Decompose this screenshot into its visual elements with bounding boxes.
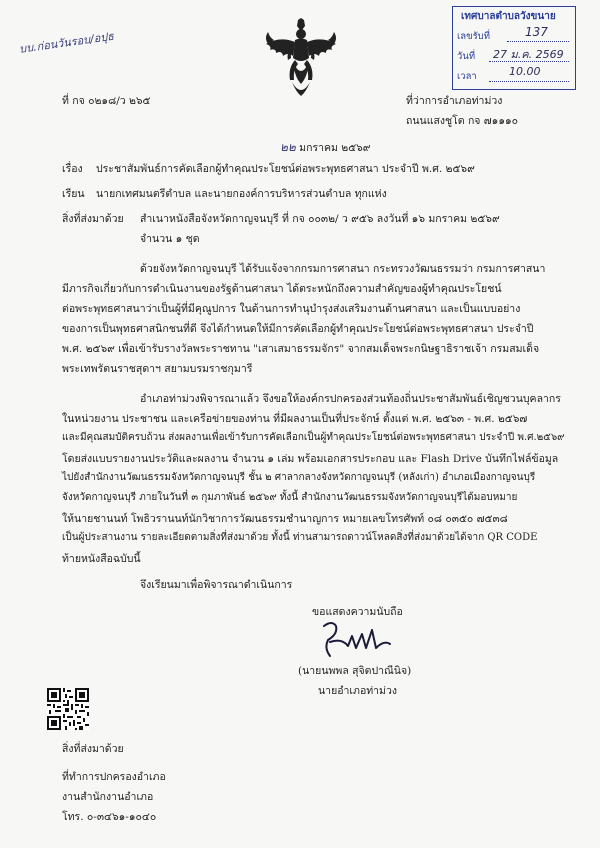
paragraph-2-line: ในหน่วยงาน ประชาชน และเครือข่ายของท่าน ที่มีผลงานเป็นที่ประจักษ์ ตั้งแต่ พ.ศ. ๒๕๖๓ - พ.ศ. ๒๕๖๗ (62, 413, 528, 425)
signer-name: (นายนพพล สุจิตปาณีนิจ) (298, 665, 412, 677)
stamp-received-value: 137 (525, 25, 548, 39)
footer-unit: งานสำนักงานอำเภอ (62, 791, 154, 803)
document-number: ที่ กจ ๐๒๑๘/ว ๒๖๕ (62, 95, 151, 107)
signature-icon (318, 618, 398, 660)
paragraph-1-line: พระเทพรัตนราชสุดาฯ สยามบรมราชกุมารี (62, 363, 253, 375)
date-month-year: มกราคม ๒๕๖๙ (299, 142, 371, 154)
stamp-time-value: 10.00 (509, 65, 541, 78)
attachment-ref-line2: จำนวน ๑ ชุด (140, 233, 200, 245)
qr-code-icon (47, 688, 89, 730)
paragraph-2-line: โดยส่งแบบรายงานประวัติและผลงาน จำนวน ๑ เล่ม พร้อมเอกสารประกอบ และ Flash Drive บันทึกไฟล์ข้อมูล (62, 453, 559, 465)
receipt-stamp (452, 6, 576, 90)
subject-text: ประชาสัมพันธ์การคัดเลือกผู้ทำคุณประโยชน์ต่อพระพุทธศาสนา ประจำปี พ.ศ. ๒๕๖๙ (96, 163, 475, 175)
paragraph-1-line: มีภารกิจเกี่ยวกับการดำเนินงานของรัฐด้านศาสนา ได้ตระหนักถึงความสำคัญของผู้ทำคุณประโยชน์ (62, 283, 502, 295)
to-label: เรียน (62, 188, 85, 200)
document-date (280, 140, 371, 156)
subject-label: เรื่อง (62, 163, 83, 175)
paragraph-2-line: ท้ายหนังสือฉบับนี้ (62, 553, 141, 565)
stamp-received-label: เลขรับที่ (457, 31, 490, 42)
paragraph-1-line: ต่อพระพุทธศาสนาว่าเป็นผู้ที่มีคุณูปการ ในด้านการทำนุบำรุงส่งเสริมงานด้านศาสนา และเป็นแบบอย่าง (62, 303, 521, 315)
paragraph-2-line: จังหวัดกาญจนบุรี ภายในวันที่ ๓ กุมภาพันธ์ ๒๕๖๙ ทั้งนี้ สำนักงานวัฒนธรรมจังหวัดกาญจนบุรีได้มอบหมาย (62, 492, 518, 503)
paragraph-1-line: ของการเป็นพุทธศาสนิกชนที่ดี จึงได้กำหนดให้มีการคัดเลือกผู้ทำคุณประโยชน์ต่อพระพุทธศาสนา ประจำปี (62, 323, 534, 335)
salutation: ขอแสดงความนับถือ (312, 606, 403, 618)
paragraph-2-line: ให้นายชานนท์ โพธิวรานนท์นักวิชาการวัฒนธรรมชำนาญการ หมายเลขโทรศัพท์ ๐๘ ๐๓๕๐ ๗๕๓๘ (62, 513, 508, 525)
stamp-date-label: วันที่ (457, 51, 476, 62)
paragraph-2-line: อำเภอท่าม่วงพิจารณาแล้ว จึงขอให้องค์กรปกครองส่วนท้องถิ่นประชาสัมพันธ์เชิญชวนบุคลากร (140, 393, 561, 405)
paragraph-1-line: ด้วยจังหวัดกาญจนบุรี ได้รับแจ้งจากกรมการศาสนา กระทรวงวัฒนธรรมว่า กรมการศาสนา (140, 263, 546, 275)
office-address-line2: ถนนแสงชูโต กจ ๗๑๑๑๐ (406, 115, 519, 127)
paragraph-2-line: และมีคุณสมบัติครบถ้วน ส่งผลงานเพื่อเข้ารับการคัดเลือกเป็นผู้ทำคุณประโยชน์ต่อพระพุทธศาสนา ประจำปี พ.ศ.๒๕๖๙ (62, 432, 565, 443)
paragraph-2-line: ไปยังสำนักงานวัฒนธรรมจังหวัดกาญจนบุรี ชั้น ๒ ศาลากลางจังหวัดกาญจนบุรี (หลังเก่า) อำเภอเมืองกาญจนบุรี (62, 472, 536, 483)
attachment-ref-label: สิ่งที่ส่งมาด้วย (62, 213, 124, 225)
stamp-time-label: เวลา (457, 71, 477, 82)
stamp-date-value: 27 ม.ค. 2569 (493, 48, 564, 61)
date-day: ๒๒ (280, 140, 296, 154)
paragraph-1-line: พ.ศ. ๒๕๖๙ เพื่อเข้ารับรางวัลพระราชทาน "เสาเสมาธรรมจักร" จากสมเด็จพระกนิษฐาธิราชเจ้า กรมสมเด็จ (62, 343, 540, 355)
to-text: นายกเทศมนตรีตำบล และนายกองค์การบริหารส่วนตำบล ทุกแห่ง (96, 188, 387, 200)
garuda-emblem-icon (262, 18, 340, 100)
office-address-line1: ที่ว่าการอำเภอท่าม่วง (406, 95, 503, 107)
footer-office: ที่ทำการปกครองอำเภอ (62, 771, 166, 783)
paragraph-2-line: เป็นผู้ประสานงาน รายละเอียดตามสิ่งที่ส่งมาด้วย ทั้งนี้ ท่านสามารถดาวน์โหลดสิ่งที่ส่งมาด้วยได้จาก QR CODE (62, 532, 538, 543)
footer-phone: โทร. ๐-๓๔๖๑-๑๐๔๐ (62, 811, 157, 823)
footer-attachment: สิ่งที่ส่งมาด้วย (62, 743, 124, 755)
signer-title: นายอำเภอท่าม่วง (318, 685, 398, 697)
attachment-ref-line1: สำเนาหนังสือจังหวัดกาญจนบุรี ที่ กจ ๐๐๓๒/ ว ๙๕๖ ลงวันที่ ๑๖ มกราคม ๒๕๖๙ (140, 213, 500, 225)
closing-request: จึงเรียนมาเพื่อพิจารณาดำเนินการ (140, 579, 293, 591)
margin-note: บบ.ก่อนวันรอบ/อปุธ (18, 29, 115, 56)
stamp-org: เทศบาลตำบลวังขนาย (461, 11, 556, 22)
